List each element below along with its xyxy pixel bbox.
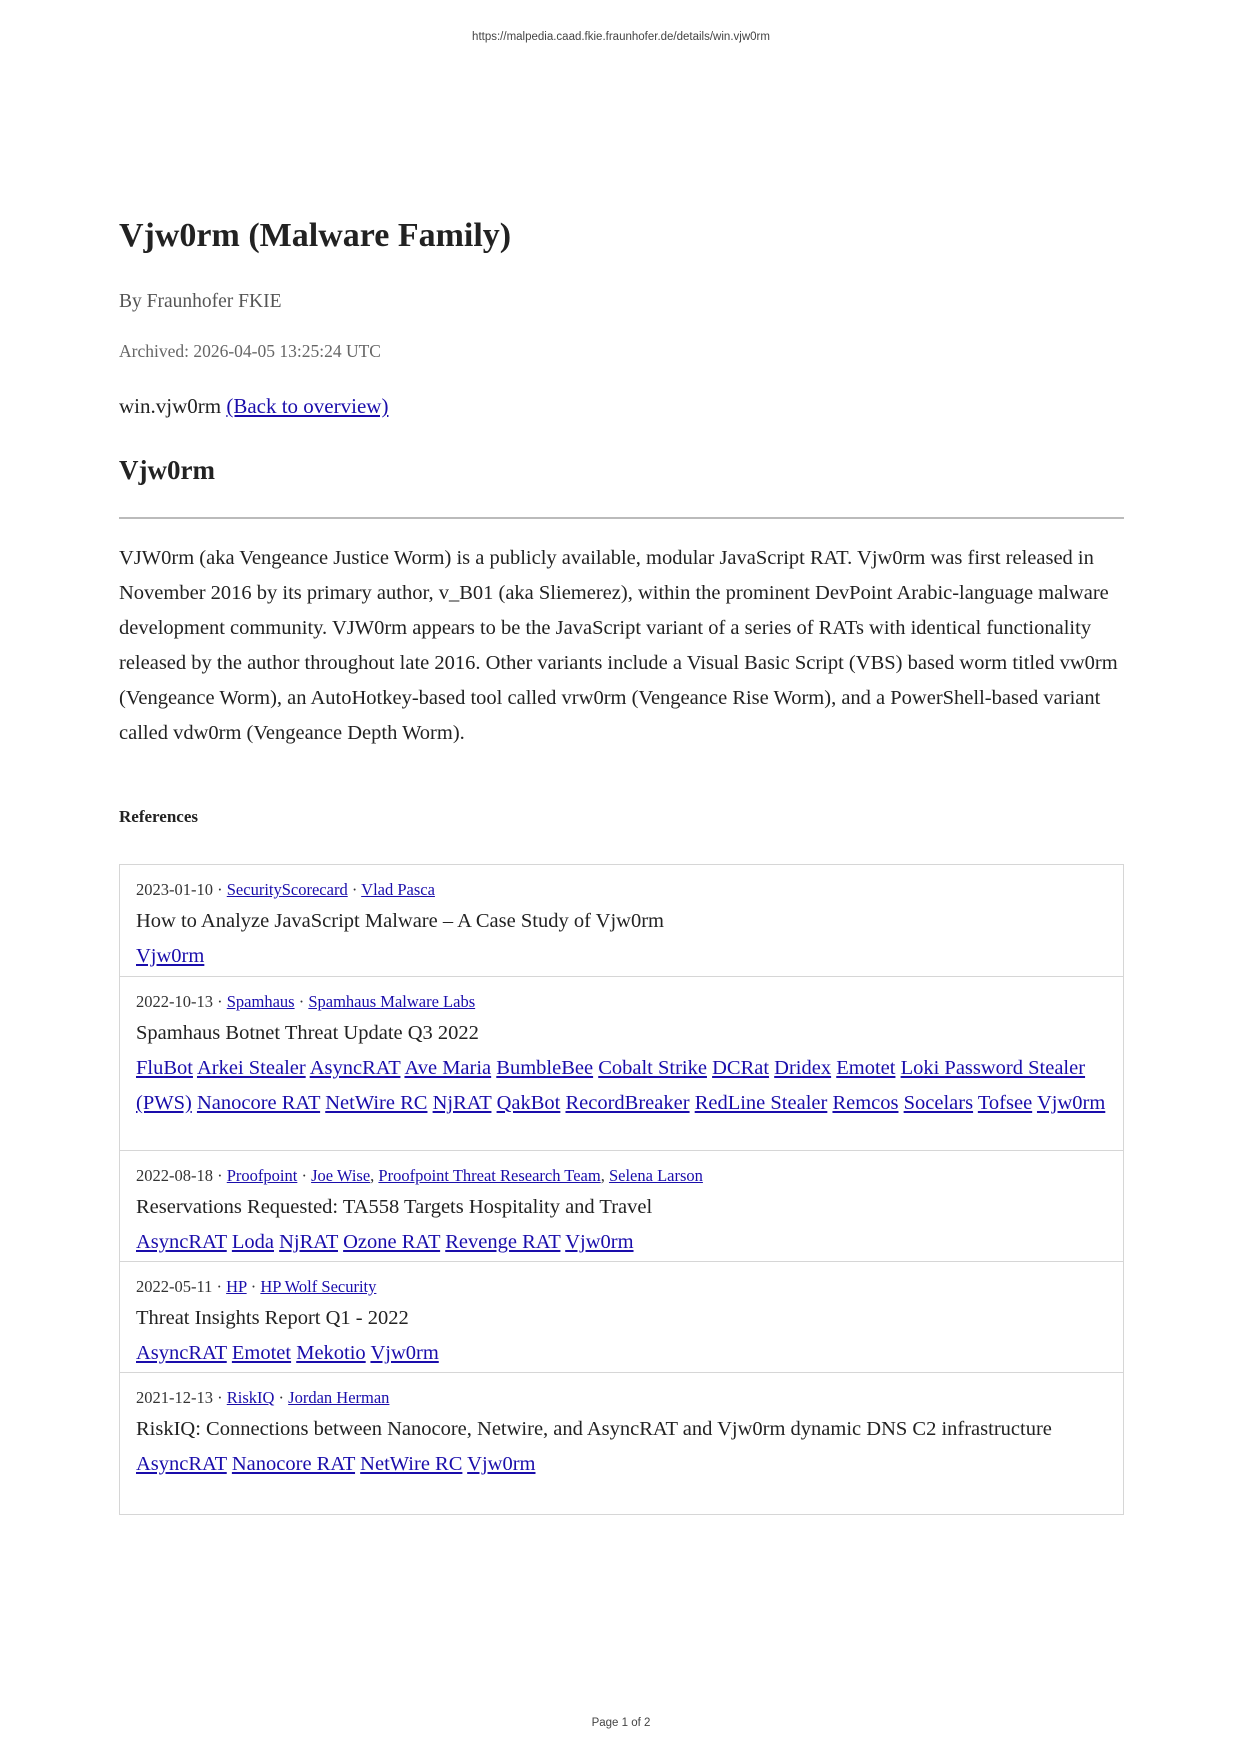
malware-tag-link[interactable]: NjRAT [279, 1231, 338, 1253]
page-title: Vjw0rm (Malware Family) [119, 217, 512, 254]
reference-item [120, 1372, 1123, 1514]
reference-tags [136, 1225, 1107, 1260]
malware-tag-link[interactable]: Mekotio [296, 1342, 366, 1364]
reference-title: RiskIQ: Connections between Nanocore, Netwire, and AsyncRAT and Vjw0rm dynamic DNS C2 infrastructure [136, 1418, 1052, 1440]
reference-author-link[interactable]: Proofpoint Threat Research Team [378, 1166, 601, 1185]
malware-tag-link[interactable]: Nanocore RAT [231, 1453, 356, 1475]
references-heading: References [119, 807, 198, 826]
reference-tags [136, 939, 1107, 974]
reference-source-link[interactable]: RiskIQ [226, 1388, 275, 1407]
malware-tag-link[interactable]: Cobalt Strike [598, 1057, 707, 1079]
reference-author-link[interactable]: HP Wolf Security [260, 1277, 377, 1296]
malware-tag-link[interactable]: RedLine Stealer [694, 1092, 828, 1114]
malware-tag-link[interactable]: Vjw0rm [467, 1453, 536, 1475]
malware-tag-link[interactable]: Vjw0rm [1036, 1092, 1106, 1114]
malware-tag-link[interactable]: Remcos [832, 1092, 899, 1114]
malware-tag-link[interactable]: Revenge RAT [445, 1231, 561, 1253]
reference-item [120, 1261, 1123, 1372]
reference-title: How to Analyze JavaScript Malware – A Case Study of Vjw0rm [136, 910, 664, 932]
malware-tag-link[interactable]: Loki Password Stealer (PWS) [136, 1057, 1086, 1114]
malware-tag-link[interactable]: Dridex [774, 1057, 832, 1079]
malware-tag-link[interactable]: Emotet [836, 1057, 896, 1079]
reference-source-link[interactable]: Spamhaus [226, 992, 295, 1011]
reference-meta: 2021-12-13 · RiskIQ · Jordan Herman [136, 1388, 390, 1407]
reference-title: Reservations Requested: TA558 Targets Hospitality and Travel [136, 1196, 653, 1218]
malware-tag-link[interactable]: QakBot [496, 1092, 561, 1114]
malware-tag-link[interactable]: AsyncRAT [136, 1453, 227, 1475]
malware-tag-link[interactable]: Socelars [903, 1092, 974, 1114]
section-title: Vjw0rm [119, 455, 215, 485]
reference-source-link[interactable]: HP [226, 1277, 247, 1296]
family-id: win.vjw0rm [119, 394, 222, 418]
malware-tag-link[interactable]: AsyncRAT [309, 1057, 401, 1079]
reference-author-link[interactable]: Spamhaus Malware Labs [308, 992, 476, 1011]
malware-tag-link[interactable]: Arkei Stealer [196, 1057, 306, 1079]
reference-meta: 2022-10-13 · Spamhaus · Spamhaus Malware Labs [136, 992, 476, 1011]
print-header-url: https://malpedia.caad.fkie.fraunhofer.de/details/win.vjw0rm [472, 31, 770, 43]
malware-tag-link[interactable]: NjRAT [432, 1092, 492, 1114]
malware-tag-link[interactable]: Vjw0rm [565, 1231, 634, 1253]
reference-source-link[interactable]: Proofpoint [226, 1166, 298, 1185]
malware-tag-link[interactable]: Vjw0rm [136, 945, 205, 967]
section-divider [119, 517, 1124, 519]
archived-timestamp: Archived: 2026-04-05 13:25:24 UTC [119, 341, 381, 361]
malware-tag-link[interactable]: DCRat [712, 1057, 770, 1079]
reference-date: 2022-10-13 [136, 992, 213, 1011]
malware-tag-link[interactable]: Nanocore RAT [196, 1092, 321, 1114]
reference-item [120, 1150, 1123, 1261]
reference-author-link[interactable]: Vlad Pasca [361, 880, 435, 899]
author-line: By Fraunhofer FKIE [119, 291, 282, 312]
reference-tags [136, 1447, 1107, 1482]
reference-date: 2022-08-18 [136, 1166, 213, 1185]
reference-date: 2021-12-13 [136, 1388, 213, 1407]
reference-author-link[interactable]: Jordan Herman [288, 1388, 390, 1407]
reference-source-link[interactable]: SecurityScorecard [226, 880, 348, 899]
malware-tag-link[interactable]: Tofsee [977, 1092, 1033, 1114]
malware-tag-link[interactable]: BumbleBee [496, 1057, 594, 1079]
reference-title: Spamhaus Botnet Threat Update Q3 2022 [136, 1022, 479, 1044]
malware-tag-link[interactable]: RecordBreaker [565, 1092, 690, 1114]
malware-tag-link[interactable]: Loda [231, 1231, 274, 1253]
reference-item [120, 865, 1123, 976]
family-id-line [119, 392, 388, 420]
malware-tag-link[interactable]: Ave Maria [404, 1057, 492, 1079]
reference-tags [136, 1336, 1107, 1371]
reference-date: 2022-05-11 [136, 1277, 213, 1296]
reference-meta: 2023-01-10 · SecurityScorecard · Vlad Pasca [136, 880, 435, 899]
malware-tag-link[interactable]: AsyncRAT [136, 1231, 227, 1253]
references-list [119, 864, 1124, 1515]
family-description: VJW0rm (aka Vengeance Justice Worm) is a publicly available, modular JavaScript RAT. Vjw0rm was first released in November 2016 by its primary author, v_B01 (aka Sliemerez), within the prominent DevPoint Arabic-language malware development community. VJW0rm appears to be the JavaScript variant of a series of RATs with identical functionality released by the author throughout late 2016. Other variants include a Visual Basic Script (VBS) based worm titled vw0rm (Vengeance Worm), an AutoHotkey-based tool called vrw0rm (Vengeance Rise Worm), and a PowerShell-based variant called vdw0rm (Vengeance Depth Worm). [119, 547, 1118, 744]
malware-tag-link[interactable]: Ozone RAT [343, 1231, 441, 1253]
reference-title: Threat Insights Report Q1 - 2022 [136, 1307, 409, 1329]
malware-tag-link[interactable]: Vjw0rm [370, 1342, 439, 1364]
reference-date: 2023-01-10 [136, 880, 213, 899]
reference-item [120, 976, 1123, 1150]
malware-tag-link[interactable]: NetWire RC [360, 1453, 463, 1475]
reference-author-link[interactable]: Selena Larson [608, 1166, 703, 1185]
reference-author-link[interactable]: Joe Wise [311, 1166, 371, 1185]
reference-tags [136, 1051, 1107, 1121]
malware-tag-link[interactable]: NetWire RC [325, 1092, 428, 1114]
page-number: Page 1 of 2 [591, 1717, 651, 1729]
malware-tag-link[interactable]: AsyncRAT [136, 1342, 227, 1364]
reference-meta: 2022-05-11 · HP · HP Wolf Security [136, 1277, 377, 1296]
back-to-overview-link[interactable]: (Back to overview) [226, 394, 389, 418]
malware-tag-link[interactable]: FluBot [136, 1057, 193, 1079]
malware-tag-link[interactable]: Emotet [231, 1342, 292, 1364]
reference-meta: 2022-08-18 · Proofpoint · Joe Wise, Proofpoint Threat Research Team, Selena Larson [136, 1166, 703, 1185]
